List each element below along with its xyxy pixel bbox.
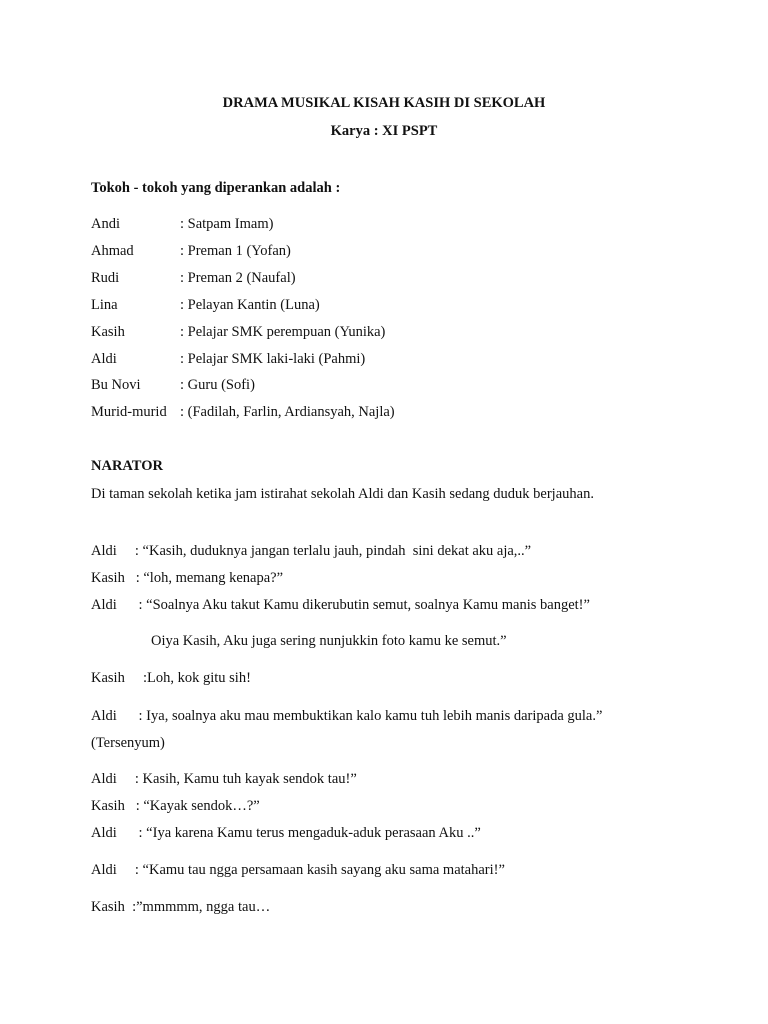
cast-name: Lina [91,297,118,313]
dialogue-line: (Tersenyum) [91,735,165,751]
dialogue-line: Aldi : Kasih, Kamu tuh kayak sendok tau!” [91,771,357,787]
document-title: DRAMA MUSIKAL KISAH KASIH DI SEKOLAH [222,95,546,111]
dialogue-line: Aldi : “Iya karena Kamu terus mengaduk-aduk perasaan Aku ..” [91,825,481,841]
narrator-heading: NARATOR [91,458,163,474]
cast-role: : Guru (Sofi) [180,377,255,393]
cast-name: Aldi [91,351,117,367]
dialogue-line: Kasih : “loh, memang kenapa?” [91,570,284,586]
cast-role: : (Fadilah, Farlin, Ardiansyah, Najla) [180,404,395,420]
cast-name: Kasih [91,324,125,340]
dialogue-line: Kasih :”mmmmm, ngga tau… [91,899,271,915]
document-author: Karya : XI PSPT [330,123,438,139]
cast-role: : Pelajar SMK perempuan (Yunika) [180,324,386,340]
cast-role: : Pelajar SMK laki-laki (Pahmi) [180,351,366,367]
dialogue-line: Aldi : “Kamu tau ngga persamaan kasih sayang aku sama matahari!” [91,862,505,878]
dialogue-line: Aldi : Iya, soalnya aku mau membuktikan kalo kamu tuh lebih manis daripada gula.” [91,708,603,724]
cast-heading: Tokoh - tokoh yang diperankan adalah : [91,180,341,196]
dialogue-line: Aldi : “Kasih, duduknya jangan terlalu jauh, pindah sini dekat aku aja,..” [91,543,532,559]
dialogue-line: Aldi : “Soalnya Aku takut Kamu dikerubutin semut, soalnya Kamu manis banget!” [91,597,590,613]
cast-role: : Pelayan Kantin (Luna) [180,297,320,313]
cast-name: Bu Novi [91,377,141,393]
dialogue-line: Kasih : “Kayak sendok…?” [91,798,260,814]
cast-role: : Preman 2 (Naufal) [180,270,296,286]
cast-name: Rudi [91,270,120,286]
cast-name: Murid-murid [91,404,167,420]
cast-name: Ahmad [91,243,134,259]
dialogue-line: Oiya Kasih, Aku juga sering nunjukkin foto kamu ke semut.” [151,633,507,649]
cast-role: : Satpam Imam) [180,216,274,232]
dialogue-line: Kasih :Loh, kok gitu sih! [91,670,251,686]
narration-text: Di taman sekolah ketika jam istirahat sekolah Aldi dan Kasih sedang duduk berjauhan. [91,486,594,502]
cast-role: : Preman 1 (Yofan) [180,243,291,259]
cast-name: Andi [91,216,120,232]
